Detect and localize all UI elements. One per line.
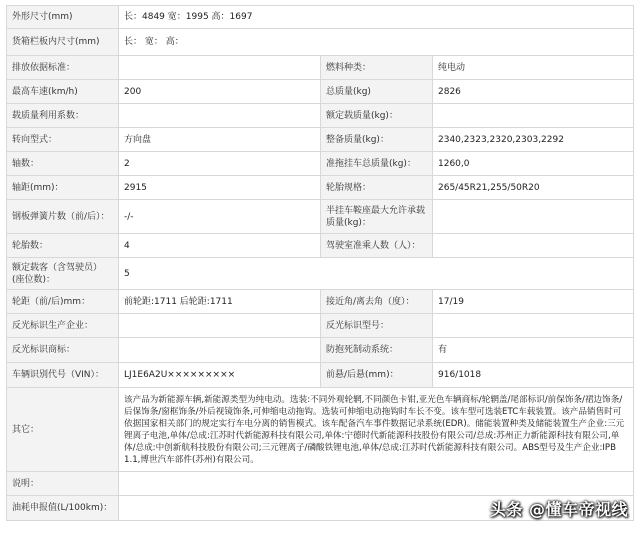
other-label: 其它： (7, 388, 119, 472)
table-row-other (7, 388, 634, 472)
row-value: 5 (119, 258, 634, 290)
row-value-2: 2340,2323,2320,2303,2292 (433, 128, 634, 152)
table-row (7, 314, 634, 338)
row-label: 货箱栏板内尺寸(mm) (7, 29, 119, 56)
row-label-2: 燃料种类： (321, 56, 433, 80)
row-label: 外形尺寸(mm) (7, 6, 119, 29)
row-value: -/- (119, 200, 321, 234)
row-value-2: 265/45R21,255/50R20 (433, 176, 634, 200)
row-label: 轮胎数： (7, 234, 119, 258)
row-label-2: 半挂车鞍座最大允许承载质量(kg)： (321, 200, 433, 234)
row-label: 轴距(mm)： (7, 176, 119, 200)
table-row (7, 128, 634, 152)
row-label: 转向型式： (7, 128, 119, 152)
row-label-2: 防抱死制动系统： (321, 338, 433, 363)
row-value: 200 (119, 80, 321, 104)
row-label: 载质量利用系数： (7, 104, 119, 128)
row-value-2: 2826 (433, 80, 634, 104)
row-value: LJ1E6A2U××××××××× (119, 363, 321, 388)
row-value-2 (433, 234, 634, 258)
table-row (7, 152, 634, 176)
table-row (7, 6, 634, 29)
table-row (7, 234, 634, 258)
row-value: 2 (119, 152, 321, 176)
row-label-2: 反光标识型号： (321, 314, 433, 338)
row-label-2: 整备质量(kg)： (321, 128, 433, 152)
row-value: 长：4849 宽：1995 高：1697 (119, 6, 634, 29)
row-value: 2915 (119, 176, 321, 200)
row-value-2 (433, 200, 634, 234)
table-row (7, 104, 634, 128)
table-row (7, 258, 634, 290)
table-row (7, 363, 634, 388)
row-label-2: 总质量(kg) (321, 80, 433, 104)
row-label-2: 额定载质量(kg)： (321, 104, 433, 128)
row-value-2 (433, 314, 634, 338)
row-value (119, 56, 321, 80)
watermark: 头条 @懂车帝视线 (489, 500, 628, 519)
table-row (7, 56, 634, 80)
row-value-2: 1260,0 (433, 152, 634, 176)
table-row (7, 290, 634, 314)
table-row (7, 338, 634, 363)
row-label: 轴数： (7, 152, 119, 176)
table-row (7, 29, 634, 56)
row-value (119, 314, 321, 338)
row-value-2: 17/19 (433, 290, 634, 314)
row-value-2: 纯电动 (433, 56, 634, 80)
fuel-label: 油耗申报值(L/100km)： (7, 496, 119, 521)
row-value-2: 916/1018 (433, 363, 634, 388)
row-label-2: 轮胎规格： (321, 176, 433, 200)
row-label-2: 前悬/后悬(mm)： (321, 363, 433, 388)
row-value (119, 104, 321, 128)
table-row (7, 80, 634, 104)
row-value: 前轮距:1711 后轮距:1711 (119, 290, 321, 314)
row-value: 4 (119, 234, 321, 258)
row-label: 排放依据标准： (7, 56, 119, 80)
spec-table (6, 5, 634, 521)
row-label-2: 接近角/离去角（度）： (321, 290, 433, 314)
row-value-2 (433, 104, 634, 128)
row-label: 车辆识别代号（VIN）： (7, 363, 119, 388)
table-row (7, 200, 634, 234)
other-text: 该产品为新能源车辆,新能源类型为纯电动。选装:不同外观轮辋,不同颜色卡钳,亚光色车辆商标/轮辋盖/尾部标识/前保饰条/裙边饰条/后保饰条/窗框饰条/外后视镜饰条,可伸缩电动拖钩。选装可伸缩电动拖钩时车长不变。该车型可选装ETC车载装置。该产品销售时可依据国家相关部门的规定实行车电分离的销售模式。该车配备汽车事件数据记录系统(EDR)。储能装置种类及储能装置生产企业:三元锂离子电池,单体/总成:江苏时代新能源科技有限公司,单体:宁德时代新能源科技股份有限公司/总成:苏州正力新能源科技有限公司,单体/总成:中创新航科技股份有限公司;三元锂离子/磷酸铁锂电池,单体/总成:江苏时代新能源科技有限公司。ABS型号及生产企业:IPB 1.1,博世汽车部件(苏州)有限公司。 (119, 388, 634, 472)
row-label: 反光标识商标： (7, 338, 119, 363)
row-label: 额定载客（含驾驶员）(座位数)： (7, 258, 119, 290)
row-label-2: 准拖挂车总质量(kg)： (321, 152, 433, 176)
row-label-2: 驾驶室准乘人数（人）： (321, 234, 433, 258)
row-label: 轮距（前/后)mm： (7, 290, 119, 314)
table-row-remark (7, 472, 634, 496)
row-value: 方向盘 (119, 128, 321, 152)
row-label: 最高车速(km/h) (7, 80, 119, 104)
row-label: 钢板弹簧片数（前/后）： (7, 200, 119, 234)
row-value: 长： 宽： 高： (119, 29, 634, 56)
row-label: 反光标识生产企业： (7, 314, 119, 338)
row-value-2: 有 (433, 338, 634, 363)
remark-value (119, 472, 634, 496)
table-row (7, 176, 634, 200)
remark-label: 说明： (7, 472, 119, 496)
row-value (119, 338, 321, 363)
